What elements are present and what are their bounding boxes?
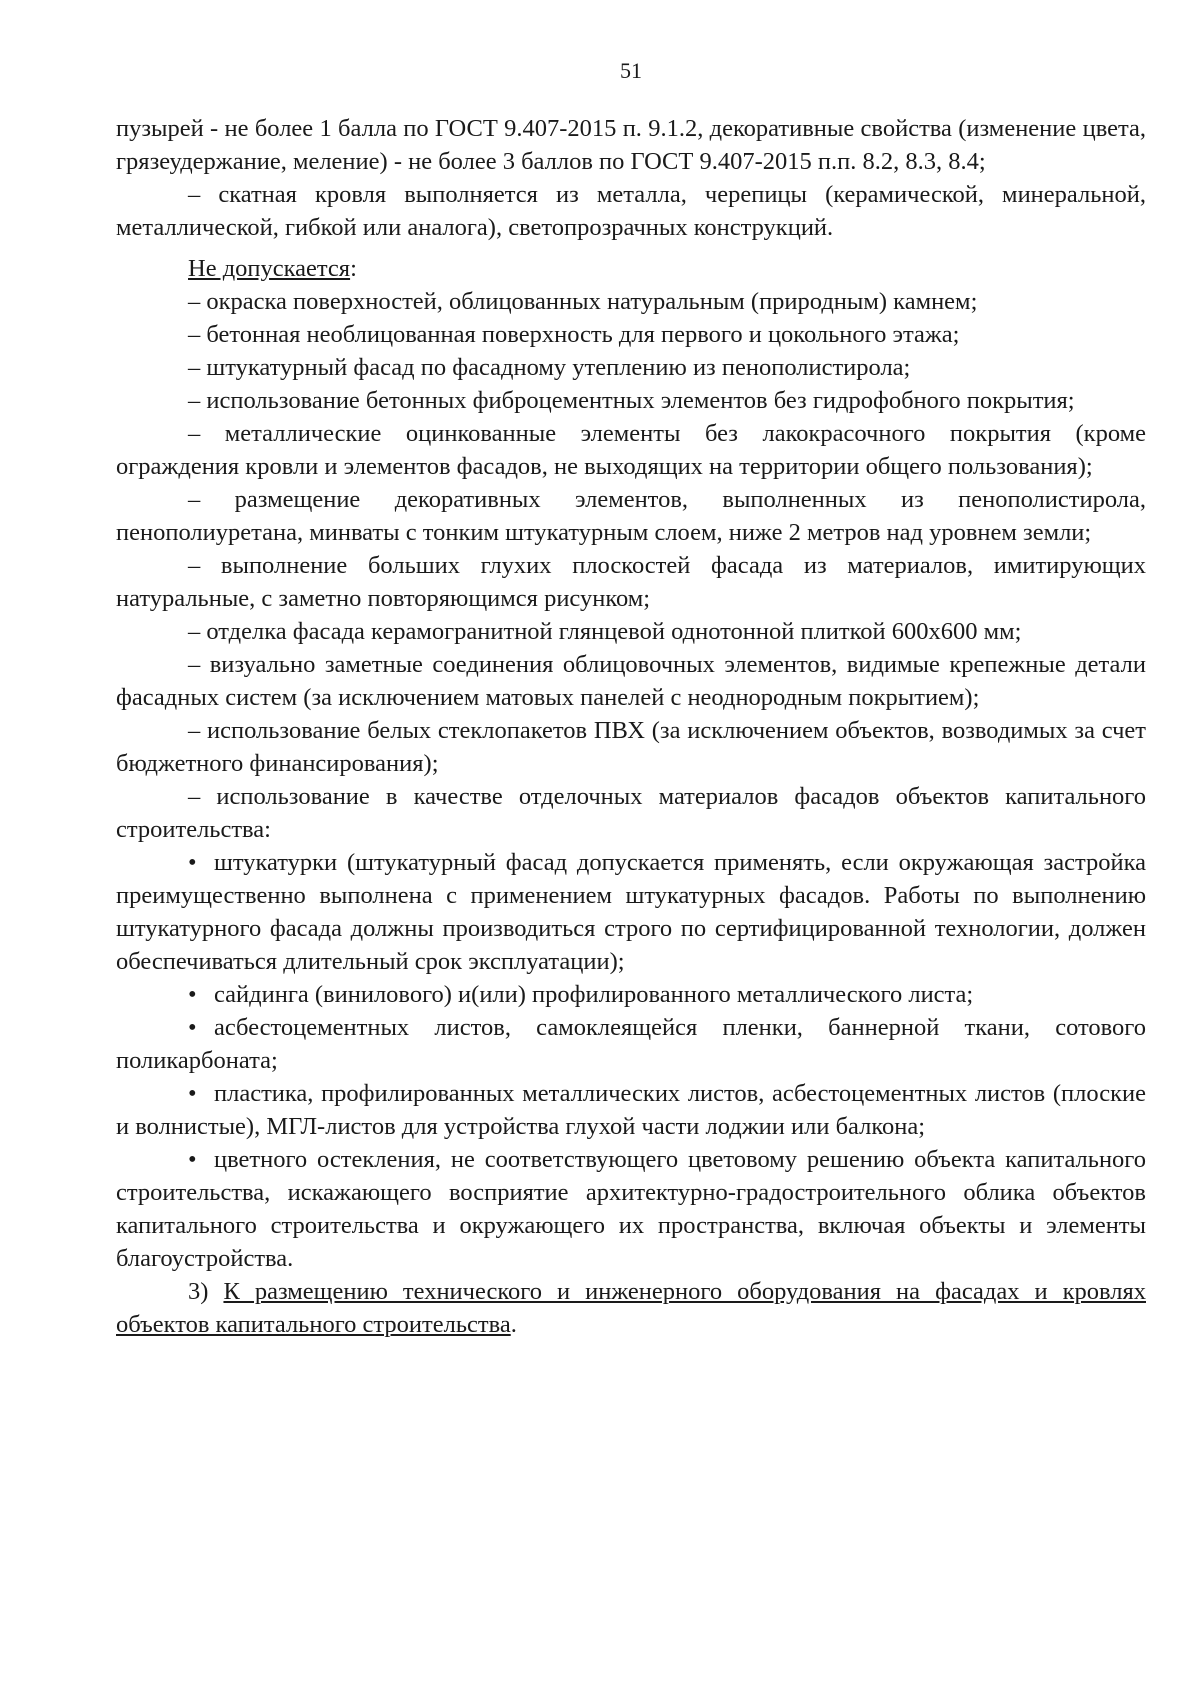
- not-allowed-heading-text: Не допускается: [188, 255, 351, 282]
- list-item: – использование бетонных фиброцементных элементов без гидрофобного покрытия;: [188, 387, 1075, 414]
- list-item: – бетонная необлицованная поверхность для первого и цокольного этажа;: [188, 321, 960, 348]
- list-item: – выполнение больших глухих плоскостей фасада из материалов, имитирующих натуральные, с заметно повторяющимся рисунком;: [116, 552, 1146, 612]
- list-item: – окраска поверхностей, облицованных натуральным (природным) камнем;: [188, 288, 978, 315]
- section-3-heading: [116, 1275, 1146, 1341]
- document-page: [116, 60, 1146, 1341]
- list-item: – визуально заметные соединения облицовочных элементов, видимые крепежные детали фасадных систем (за исключением матовых панелей с неоднородным покрытием);: [116, 651, 1146, 711]
- list-item: – размещение декоративных элементов, выполненных из пенополистирола, пенополиуретана, минваты с тонким штукатурным слоем, ниже 2 метров над уровнем земли;: [116, 486, 1146, 546]
- bullet-icon: •: [188, 849, 197, 876]
- not-allowed-heading: [116, 252, 1146, 285]
- bullet-text: сайдинга (винилового) и(или) профилированного металлического листа;: [214, 981, 974, 1008]
- list-item: – штукатурный фасад по фасадному утеплению из пенополистирола;: [188, 354, 911, 381]
- bullet-item: [116, 1011, 1146, 1077]
- bullet-text: штукатурки (штукатурный фасад допускается применять, если окружающая застройка преимущественно выполнена с применением штукатурных фасадов. Работы по выполнению штукатурного фасада должны производиться строго по сертифицированной технологии, должен обеспечиваться длительный срок эксплуатации);: [116, 849, 1146, 975]
- bullet-item: [116, 1143, 1146, 1275]
- bullet-icon: •: [188, 1014, 197, 1041]
- bullet-item: [116, 846, 1146, 978]
- bullet-item: [116, 978, 1146, 1011]
- section-3-number: 3): [188, 1278, 209, 1305]
- bullet-text: асбестоцементных листов, самоклеящейся пленки, баннерной ткани, сотового поликарбоната;: [116, 1014, 1146, 1074]
- bullet-text: пластика, профилированных металлических листов, асбестоцементных листов (плоские и волнистые), МГЛ-листов для устройства глухой части лоджии или балкона;: [116, 1080, 1146, 1140]
- paragraph-p1: пузырей - не более 1 балла по ГОСТ 9.407-2015 п. 9.1.2, декоративные свойства (изменение цвета, грязеудержание, меление) - не более 3 баллов по ГОСТ 9.407-2015 п.п. 8.2, 8.3, 8.4;: [116, 115, 1146, 175]
- list-item: – использование в качестве отделочных материалов фасадов объектов капитального строительства:: [116, 783, 1146, 843]
- bullet-item: [116, 1077, 1146, 1143]
- not-allowed-heading-colon: :: [350, 255, 357, 282]
- page-number: 51: [620, 58, 642, 83]
- bullet-icon: •: [188, 1080, 197, 1107]
- bullet-text: цветного остекления, не соответствующего цветовому решению объекта капитального строительства, искажающего восприятие архитектурно-градостроительного облика объектов капитального строительства и окружающего их пространства, включая объекты и элементы благоустройства.: [116, 1146, 1146, 1272]
- bullet-icon: •: [188, 981, 197, 1008]
- list-item: – использование белых стеклопакетов ПВХ (за исключением объектов, возводимых за счет бюджетного финансирования);: [116, 717, 1146, 777]
- bullet-icon: •: [188, 1146, 197, 1173]
- list-item: – отделка фасада керамогранитной глянцевой однотонной плиткой 600х600 мм;: [188, 618, 1022, 645]
- paragraph-pitched-roof: – скатная кровля выполняется из металла, черепицы (керамической, минеральной, металлической, гибкой или аналога), светопрозрачных конструкций.: [116, 181, 1146, 241]
- section-3-period: .: [510, 1311, 517, 1338]
- list-item: – металлические оцинкованные элементы без лакокрасочного покрытия (кроме ограждения кровли и элементов фасадов, не выходящих на территории общего пользования);: [116, 420, 1146, 480]
- section-3-title: К размещению технического и инженерного оборудования на фасадах и кровлях объектов капитального строительства: [116, 1278, 1146, 1338]
